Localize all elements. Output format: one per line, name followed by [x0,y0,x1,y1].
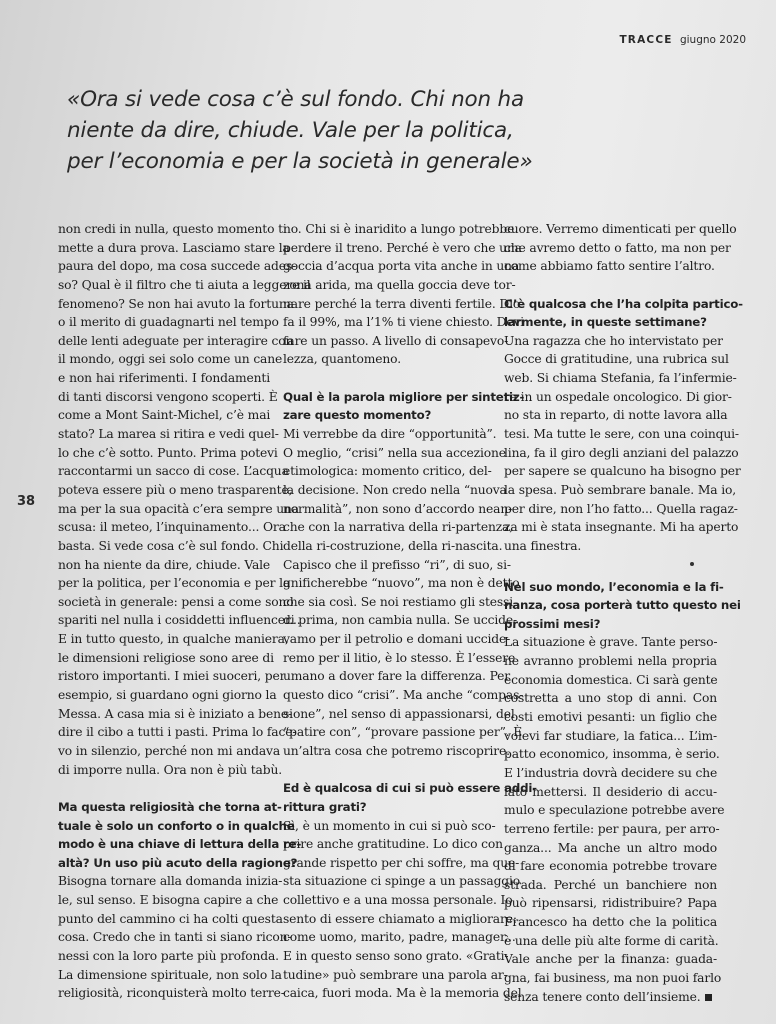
text-line: è una delle più alte forme di carità. [504,933,719,948]
text-line: Vale anche per la finanza: guada- [504,952,717,967]
text-line: per sapere se qualcuno ha bisogno per [504,464,741,479]
question-line: Nel suo mondo, l’economia e la fi- [504,579,724,594]
text-line: no. Chi si è inaridito a lungo potrebbe [283,222,515,236]
text-line: umano a dover fare la differenza. Per [283,669,511,684]
interview-question [283,779,537,816]
text-line: collettivo e a una mossa personale. Io [283,893,513,908]
text-line: so? Qual è il filtro che ti aiuta a leggere il [58,277,311,292]
text-line: stato? La marea si ritira e vedi quel- [58,427,279,442]
question-line: nanza, cosa porterà tutto questo nei [504,598,741,613]
text-line: Messa. A casa mia si è iniziato a bene- [58,706,293,721]
text-line: sione”, nel senso di appassionarsi, del [283,706,515,721]
text-line: vamo per il petrolio e domani uccide- [283,632,511,647]
text-line: esempio, si guardano ogni giorno la [58,688,277,703]
text-line: Capisco che il prefisso “ri”, di suo, si- [283,557,511,572]
paragraph [283,425,524,761]
text-line: mulo e speculazione potrebbe avere [504,803,725,818]
pull-quote-line: per l’economia e per la società in generale» [67,149,533,174]
text-line: questo dico “crisi”. Ma anche “compas- [283,688,524,703]
text-line: fare un passo. A livello di consapevo- [283,333,509,348]
pull-quote-line: niente da dire, chiude. Vale per la politica, [67,118,514,143]
text-line: non credi in nulla, questo momento ti [58,222,287,236]
question-line: Qual è la parola migliore per sintetiz- [283,389,525,404]
magazine-name: TRACCE [619,34,673,46]
text-line: remo per il litio, è lo stesso. È l’essere [283,650,516,665]
pull-quote [67,84,707,177]
text-line: fenomeno? Se non hai avuto la fortuna [58,296,294,311]
text-line: grande rispetto per chi soffre, ma que- [283,855,520,870]
text-line: O meglio, “crisi” nella sua accezione [283,445,506,460]
text-line: non ha niente da dire, chiude. Vale [58,557,271,572]
text-line: lo che c’è sotto. Punto. Prima potevi [58,445,278,460]
text-line: La situazione è grave. Tante perso- [504,635,718,650]
question-line: zare questo momento? [283,408,432,423]
text-line: lato mettersi. Il desiderio di accu- [504,784,717,799]
text-line: za mi è stata insegnante. Mi ha aperto [504,520,739,535]
question-line: rittura grati? [283,799,367,814]
text-line: caica, fuori moda. Ma è la memoria del [283,986,522,1001]
text-line: Mi verrebbe da dire “opportunità”. [283,427,497,442]
text-line: gnificherebbe “nuovo”, ma non è detto [283,576,520,591]
text-line: punto del cammino ci ha colti questa [58,911,283,926]
text-line: paura del dopo, ma cosa succede ades- [58,259,297,274]
question-line: prossimi mesi? [504,616,601,631]
text-line: Una ragazza che ho intervistato per [504,333,723,348]
text-line: può ripensarsi, ridistribuire? Papa [504,896,717,911]
text-line: lina, fa il giro degli anziani del palazzo [504,445,739,460]
text-line: ma per la sua opacità c’era sempre una [58,501,299,516]
text-line: normalità”, non sono d’accordo nean- [283,501,513,516]
issue-date: giugno 2020 [679,34,746,46]
text-line: tudine» può sembrare una parola ar- [283,967,508,982]
text-column-2 [283,220,537,1003]
text-line: web. Si chiama Stefania, fa l’infermie- [504,371,737,386]
text-line: la spesa. Può sembrare banale. Ma io, [504,482,736,497]
text-line: Gocce di gratitudine, una rubrica sul [504,352,729,367]
text-line: che con la narrativa della ri-partenza, [283,520,513,535]
text-line: cosa. Credo che in tanti si siano ricon- [58,930,292,945]
text-line: sta situazione ci spinge a un passaggio [283,874,521,889]
text-line: no sta in reparto, di notte lavora alla [504,408,728,423]
paragraph [504,633,725,1006]
text-line: tesi. Ma tutte le sere, con una coinqui- [504,427,739,442]
text-line: “patire con”, “provare passione per”. È [283,725,523,740]
text-line: per dire, non l’ho fatto... Quella ragaz- [504,501,738,516]
text-line: come uomo, marito, padre, manager... [283,930,516,945]
text-line: vo in silenzio, perché non mi andava [58,743,281,758]
text-line: costi emotivi pesanti: un figlio che [504,710,717,725]
text-line: una finestra. [504,538,582,553]
text-line: e non hai riferimenti. I fondamenti [58,371,270,386]
text-line: di imporre nulla. Ora non è più tabù. [58,762,282,777]
text-line: per la politica, per l’economia e per la [58,576,291,591]
text-line: mette a dura prova. Lasciamo stare la [58,240,290,255]
text-line: zona arida, ma quella goccia deve tor- [283,277,516,292]
text-line: come abbiamo fatto sentire l’altro. [504,259,715,274]
text-line: le dimensioni religiose sono aree di [58,650,274,665]
text-line: volevi far studiare, la fatica... L’im- [504,728,717,743]
question-line: Ed è qualcosa di cui si può essere addi- [283,781,537,796]
text-line: ne avranno problemi nella propria [504,654,717,669]
text-line: che sia così. Se noi restiamo gli stessi [283,594,513,609]
text-line: nare perché la terra diventi fertile. Dio [283,296,521,311]
text-line: società in generale: pensi a come sono [58,594,294,609]
page-header [619,34,746,46]
text-line: strada. Perché un banchiere non [504,877,717,892]
text-line: della ri-costruzione, della ri-nascita. [283,538,503,553]
text-line: di prima, non cambia nulla. Se uccide- [283,613,517,628]
text-line: costretta a uno stop di anni. Con [504,691,717,706]
text-line: delle lenti adeguate per interagire con [58,333,294,348]
text-line: il mondo, oggi sei solo come un cane [58,352,283,367]
text-line: scusa: il meteo, l’inquinamento... Ora [58,520,286,535]
question-line: Ma questa religiosità che torna at- [58,799,282,814]
interview-question [504,295,743,332]
interview-question [58,798,302,873]
question-line: C’è qualcosa che l’ha colpita partico- [504,296,743,311]
end-of-article-mark [705,994,712,1001]
paragraph [58,872,292,1002]
question-line: altà? Un uso più acuto della ragione? [58,855,298,870]
question-line: modo è una chiave di lettura della re- [58,837,302,852]
text-line: E in tutto questo, in qualche maniera, [58,632,289,647]
text-line: etimologica: momento critico, del- [283,464,492,479]
text-line: che avremo detto o fatto, ma non per [504,240,731,255]
text-line: ganza... Ma anche un altro modo [504,840,717,855]
text-line: come a Mont Saint-Michel, c’è mai [58,408,271,423]
text-line: di fare economia potrebbe trovare [504,859,717,874]
text-line: la decisione. Non credo nella “nuova [283,482,507,497]
text-line: nessi con la loro parte più profonda. [58,948,279,963]
question-line: larmente, in queste settimane? [504,315,707,330]
text-line: un’altra cosa che potremo riscoprire. [283,743,510,758]
text-line: Bisogna tornare alla domanda inizia- [58,874,283,889]
text-line: ristoro importanti. I miei suoceri, per [58,669,286,684]
text-line: poteva essere più o meno trasparente, [58,482,293,497]
text-line: terreno fertile: per paura, per arro- [504,821,720,836]
text-line: basta. Si vede cosa c’è sul fondo. Chi [58,538,284,553]
question-line: tuale è solo un conforto o in qualche [58,818,295,833]
text-line: perdere il treno. Perché è vero che una [283,240,522,255]
pull-quote-line: «Ora si vede cosa c’è sul fondo. Chi non ha [67,87,524,112]
text-line: dire il cibo a tutti i pasti. Prima lo face- [58,725,297,740]
text-line: spariti nel nulla i cosiddetti influencer... [58,613,301,628]
text-line: economia domestica. Ci sarà gente [504,672,718,687]
text-column-3 [504,220,743,1006]
paragraph [504,332,741,556]
text-line: lezza, quantomeno. [283,352,401,367]
text-line: cuore. Verremo dimenticati per quello [504,222,737,236]
text-line: Francesco ha detto che la politica [504,915,717,930]
paragraph [283,220,525,369]
text-line: E l’industria dovrà decidere su che [504,765,718,780]
text-line: o il merito di guadagnarti nel tempo [58,315,279,330]
text-line: le, sul senso. E bisogna capire a che [58,893,279,908]
text-line: sento di essere chiamato a migliorare: [283,911,517,926]
page-number: 38 [17,494,36,509]
text-column-1 [58,220,311,1003]
text-line: di tanti discorsi vengono scoperti. È [58,389,278,404]
text-line: gna, fai business, ma non puoi farlo [504,970,722,985]
text-line: La dimensione spirituale, non solo la [58,967,282,982]
text-line: E in questo senso sono grato. «Grati- [283,948,509,963]
paragraph [504,220,737,276]
paragraph [58,220,311,779]
interview-question [504,578,741,634]
text-line: ra in un ospedale oncologico. Di gior- [504,389,732,404]
text-line: patto economico, insomma, è serio. [504,747,720,762]
text-line: senza tenere conto dell’insieme. [504,988,717,1007]
paragraph [283,817,522,1003]
text-line: Sì, è un momento in cui si può sco- [283,818,496,833]
text-line: goccia d’acqua porta vita anche in una [283,259,520,274]
interview-question [283,388,525,425]
text-line: prire anche gratitudine. Lo dico con [283,837,503,852]
text-line: raccontarmi un sacco di cose. L’acqua [58,464,289,479]
text-line: religiosità, riconquisterà molto terre- [58,986,285,1001]
text-line: fa il 99%, ma l’1% ti viene chiesto. Devi [283,315,525,330]
